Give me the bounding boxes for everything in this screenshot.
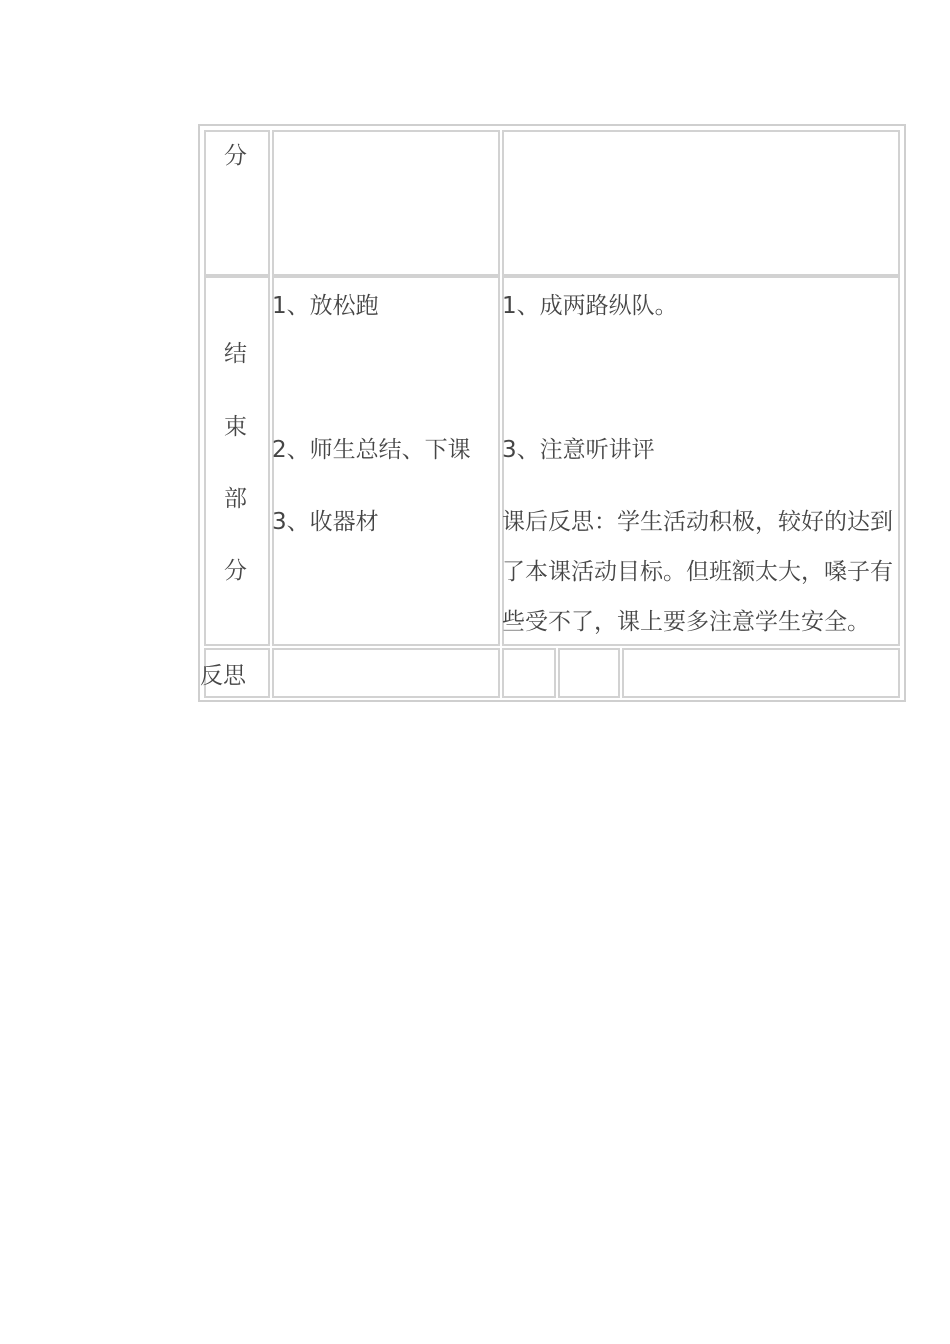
- row1-section-label: 分: [224, 143, 247, 169]
- row3-subcell-2: [558, 648, 620, 698]
- row2-section-label-char-2: 束: [224, 414, 247, 440]
- row2-section-label-char-1: 结: [224, 341, 247, 367]
- content-item-3: 3、收器材: [272, 509, 379, 535]
- row3-content-cell: [272, 648, 500, 698]
- row2-section-label-char-4: 分: [224, 558, 247, 584]
- reflection-line-3: 些受不了，课上要多注意学生安全。: [502, 609, 870, 635]
- content-item-2: 2、师生总结、下课: [272, 437, 471, 463]
- row1-content-cell: [272, 130, 500, 276]
- content-item-1: 1、放松跑: [272, 293, 379, 319]
- reflection-line-2: 了本课活动目标。但班额太大，嗓子有: [502, 559, 893, 585]
- row2-label-cell: [204, 276, 270, 646]
- row2-section-label-char-3: 部: [224, 486, 247, 512]
- organization-item-1: 1、成两路纵队。: [502, 293, 678, 319]
- row1-organization-cell: [502, 130, 900, 276]
- lesson-plan-table: [198, 124, 906, 702]
- row3-subcell-3: [622, 648, 900, 698]
- row3-subcell-1: [502, 648, 556, 698]
- reflection-label: 反思: [200, 663, 246, 689]
- reflection-line-1: 课后反思：学生活动积极，较好的达到: [502, 509, 893, 535]
- organization-item-3: 3、注意听讲评: [502, 437, 655, 463]
